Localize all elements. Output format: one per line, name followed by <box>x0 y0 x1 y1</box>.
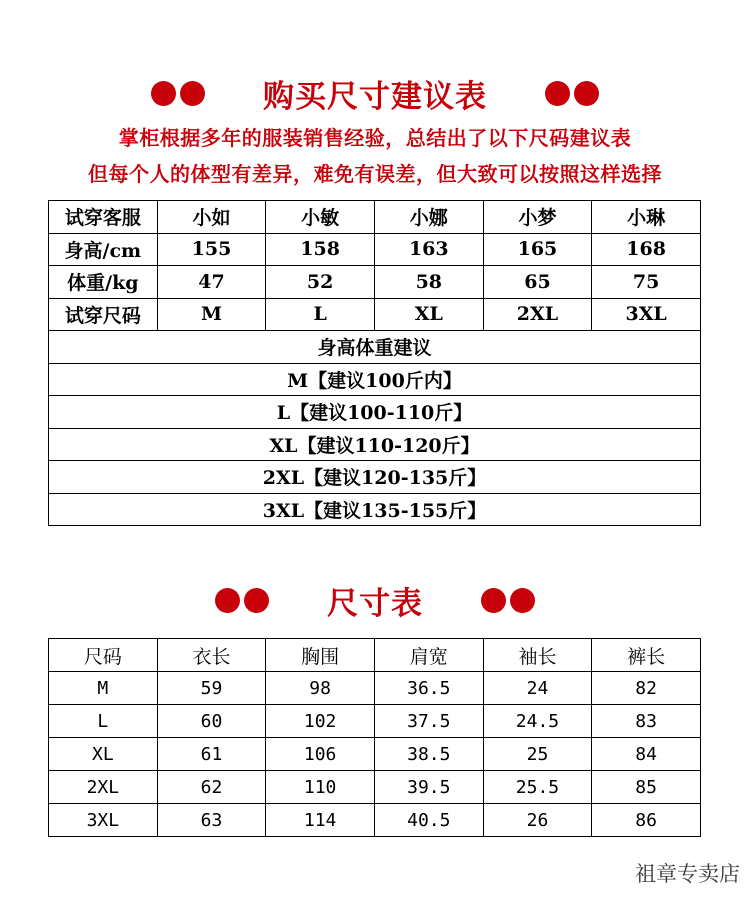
table-row <box>49 233 701 266</box>
page-title: 购买尺寸建议表 <box>263 78 487 115</box>
fitting-table <box>48 200 701 526</box>
header-cell: 试穿客服 <box>49 201 158 234</box>
header-title-row <box>0 72 750 114</box>
header-cell: 小琳 <box>592 201 701 234</box>
advice-row <box>49 396 701 429</box>
table-cell: 86 <box>592 804 701 837</box>
table-row <box>49 266 701 299</box>
table-cell: 24 <box>483 672 592 705</box>
table-cell: 38.5 <box>374 738 483 771</box>
table-cell: XL <box>374 298 483 331</box>
table-cell: 85 <box>592 771 701 804</box>
size-section-title: 尺寸表 <box>327 585 423 622</box>
shop-watermark: 祖章专卖店 <box>635 862 740 886</box>
table-cell: 58 <box>374 266 483 299</box>
size-label: 2XL <box>49 771 158 804</box>
table-cell: 47 <box>157 266 266 299</box>
right-dots-decoration <box>545 81 599 106</box>
size-label: L <box>49 705 158 738</box>
header-cell: 小如 <box>157 201 266 234</box>
table-cell: 158 <box>266 233 375 266</box>
advice-cell: XL【建议110-120斤】 <box>49 428 701 461</box>
advice-cell: 2XL【建议120-135斤】 <box>49 461 701 494</box>
subtitle-line-1: 掌柜根据多年的服装销售经验，总结出了以下尺码建议表 <box>118 126 632 150</box>
advice-row <box>49 461 701 494</box>
table-cell: 84 <box>592 738 701 771</box>
dot-icon <box>244 588 269 613</box>
table-cell: 65 <box>483 266 592 299</box>
dot-icon <box>481 588 506 613</box>
table-cell: 24.5 <box>483 705 592 738</box>
right-dots-decoration <box>481 588 535 613</box>
table-cell: 102 <box>266 705 375 738</box>
table-cell: 59 <box>157 672 266 705</box>
header-cell: 尺码 <box>49 639 158 672</box>
advice-cell: L【建议100-110斤】 <box>49 396 701 429</box>
left-dots-decoration <box>151 81 205 106</box>
table-cell: 82 <box>592 672 701 705</box>
header-cell: 胸围 <box>266 639 375 672</box>
table-row <box>49 738 701 771</box>
table-cell: 165 <box>483 233 592 266</box>
size-label: 3XL <box>49 804 158 837</box>
dot-icon <box>574 81 599 106</box>
advice-title: 身高体重建议 <box>49 331 701 364</box>
table-cell: 75 <box>592 266 701 299</box>
table-cell: M <box>157 298 266 331</box>
table-cell: 36.5 <box>374 672 483 705</box>
size-label: XL <box>49 738 158 771</box>
table-cell: 52 <box>266 266 375 299</box>
table-cell: 3XL <box>592 298 701 331</box>
table-cell: L <box>266 298 375 331</box>
table-cell: 26 <box>483 804 592 837</box>
header-cell: 小娜 <box>374 201 483 234</box>
size-title-row <box>0 578 750 622</box>
table-cell: 2XL <box>483 298 592 331</box>
dot-icon <box>180 81 205 106</box>
header-cell: 衣长 <box>157 639 266 672</box>
row-label: 体重/kg <box>49 266 158 299</box>
table-cell: 163 <box>374 233 483 266</box>
table-cell: 168 <box>592 233 701 266</box>
advice-row <box>49 428 701 461</box>
table-row <box>49 771 701 804</box>
table-cell: 61 <box>157 738 266 771</box>
table-cell: 98 <box>266 672 375 705</box>
table-row <box>49 804 701 837</box>
table-cell: 25.5 <box>483 771 592 804</box>
table-row <box>49 298 701 331</box>
dot-icon <box>545 81 570 106</box>
row-label: 身高/cm <box>49 233 158 266</box>
header-cell: 肩宽 <box>374 639 483 672</box>
fitting-header-row <box>49 201 701 234</box>
table-cell: 37.5 <box>374 705 483 738</box>
dot-icon <box>215 588 240 613</box>
table-cell: 110 <box>266 771 375 804</box>
header-cell: 裤长 <box>592 639 701 672</box>
dot-icon <box>151 81 176 106</box>
advice-row <box>49 363 701 396</box>
table-cell: 106 <box>266 738 375 771</box>
table-row <box>49 705 701 738</box>
row-label: 试穿尺码 <box>49 298 158 331</box>
dot-icon <box>510 588 535 613</box>
table-cell: 25 <box>483 738 592 771</box>
table-cell: 40.5 <box>374 804 483 837</box>
table-cell: 83 <box>592 705 701 738</box>
table-cell: 63 <box>157 804 266 837</box>
size-header-row <box>49 639 701 672</box>
advice-cell: M【建议100斤内】 <box>49 363 701 396</box>
header-cell: 小梦 <box>483 201 592 234</box>
table-cell: 114 <box>266 804 375 837</box>
table-cell: 39.5 <box>374 771 483 804</box>
table-cell: 155 <box>157 233 266 266</box>
header-cell: 小敏 <box>266 201 375 234</box>
table-cell: 62 <box>157 771 266 804</box>
size-table <box>48 638 701 837</box>
size-label: M <box>49 672 158 705</box>
advice-row <box>49 493 701 526</box>
header-cell: 袖长 <box>483 639 592 672</box>
left-dots-decoration <box>215 588 269 613</box>
table-row <box>49 672 701 705</box>
table-cell: 60 <box>157 705 266 738</box>
advice-title-row <box>49 331 701 364</box>
advice-cell: 3XL【建议135-155斤】 <box>49 493 701 526</box>
subtitle-line-2: 但每个人的体型有差异，难免有误差，但大致可以按照这样选择 <box>88 162 662 186</box>
